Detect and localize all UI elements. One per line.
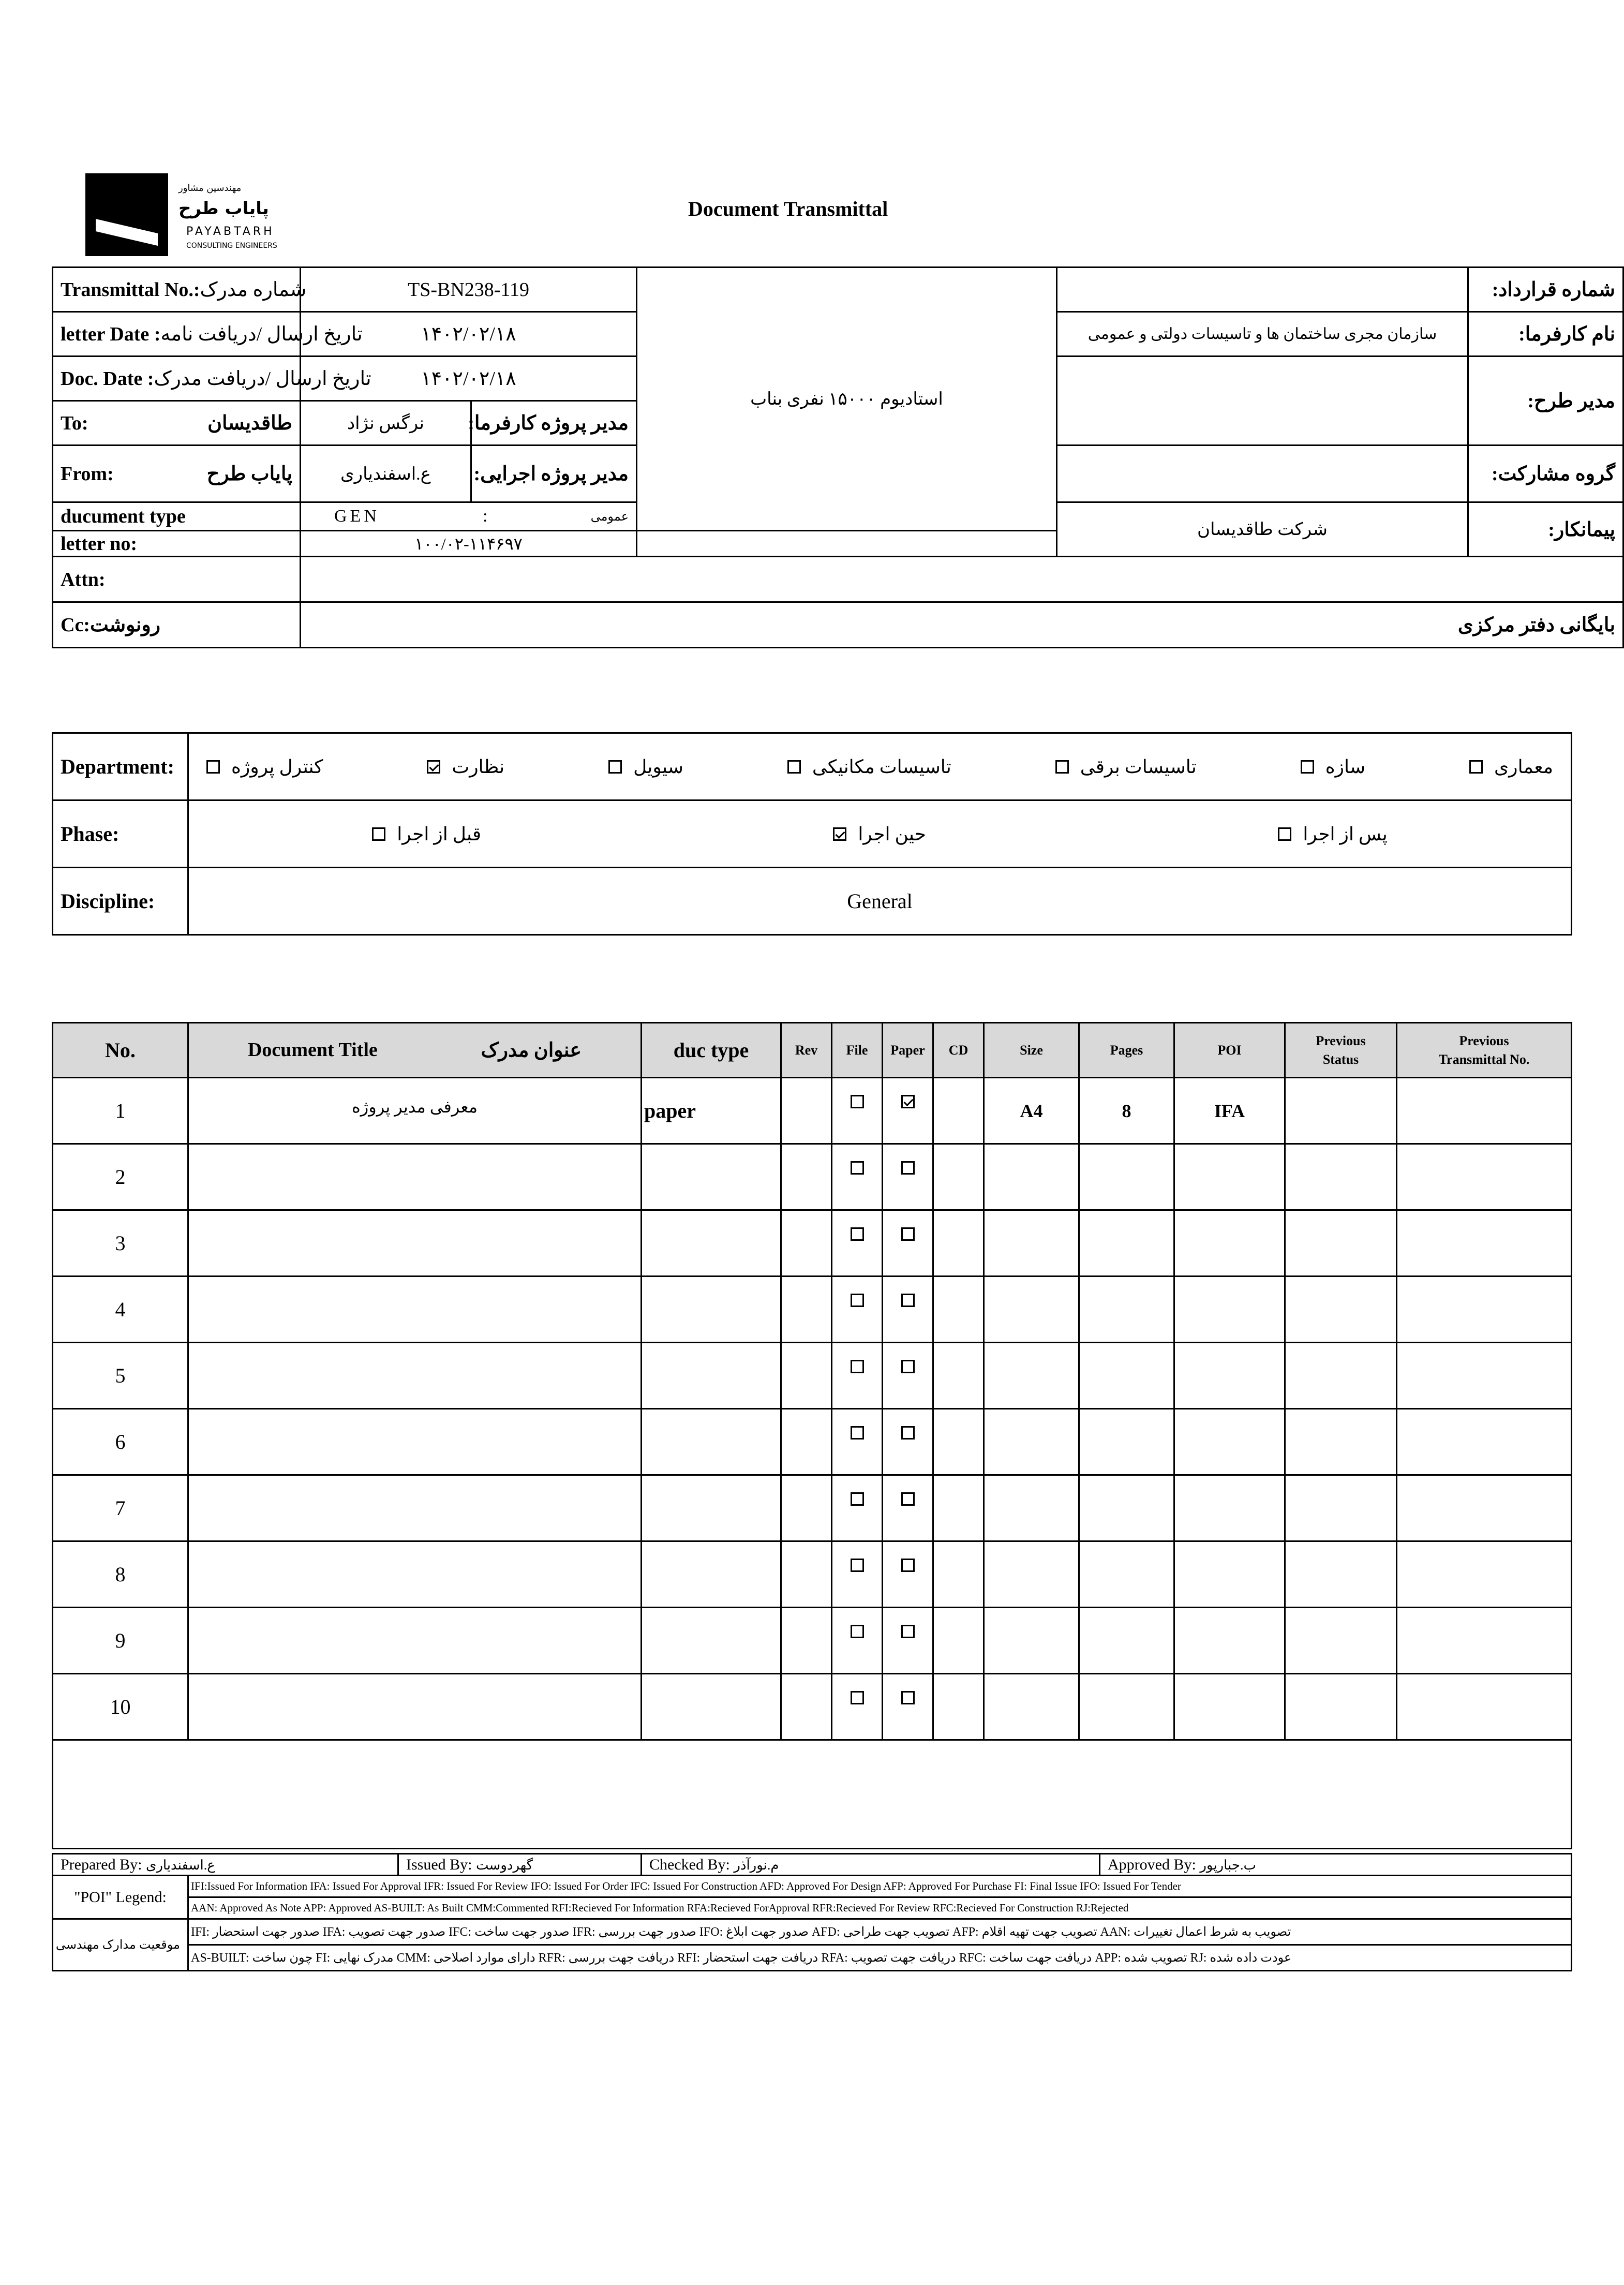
checkbox-icon[interactable] <box>608 760 622 774</box>
logo-en: PAYABTARH <box>186 225 275 238</box>
row-prev-status <box>1285 1674 1397 1740</box>
col-size: Size <box>984 1023 1079 1078</box>
from-role: مدیر پروژه اجرایی: <box>471 446 637 502</box>
row-prev-transmittal <box>1397 1277 1572 1343</box>
row-size <box>984 1475 1079 1541</box>
row-paper <box>883 1674 933 1740</box>
row-prev-status <box>1285 1277 1397 1343</box>
checkbox-icon[interactable] <box>901 1625 915 1638</box>
row-no: 8 <box>53 1541 188 1608</box>
row-prev-status <box>1285 1343 1397 1409</box>
project-filler <box>637 531 1057 557</box>
row-pages <box>1079 1277 1174 1343</box>
row-file <box>832 1078 883 1144</box>
logo-en-sub: CONSULTING ENGINEERS <box>186 242 277 250</box>
department-label: Department: <box>53 733 188 800</box>
contractor-value: شرکت طاقدیسان <box>1057 502 1468 557</box>
row-file <box>832 1210 883 1277</box>
designer-label: مدیر طرح: <box>1468 357 1623 446</box>
row-prev-transmittal <box>1397 1475 1572 1541</box>
checkbox-checked-icon[interactable] <box>901 1095 915 1108</box>
department-option[interactable] <box>608 756 683 778</box>
employer-label: نام کارفرما: <box>1468 312 1623 357</box>
department-option-label: سیویل <box>633 756 683 777</box>
page-title: Document Transmittal <box>688 197 888 220</box>
row-cd <box>933 1541 984 1608</box>
row-pages <box>1079 1674 1174 1740</box>
row-pages <box>1079 1608 1174 1674</box>
table-row <box>53 1674 1572 1740</box>
row-cd <box>933 1409 984 1475</box>
row-paper <box>883 1475 933 1541</box>
checkbox-icon[interactable] <box>372 827 385 841</box>
row-prev-transmittal <box>1397 1144 1572 1210</box>
department-option[interactable] <box>1055 756 1197 778</box>
row-rev <box>781 1541 832 1608</box>
row-poi <box>1174 1674 1285 1740</box>
row-type <box>642 1210 781 1277</box>
row-paper <box>883 1409 933 1475</box>
checkbox-icon[interactable] <box>851 1360 864 1373</box>
row-size <box>984 1674 1079 1740</box>
row-prev-transmittal <box>1397 1674 1572 1740</box>
row-title <box>188 1343 642 1409</box>
department-option-label: تاسیسات مکانیکی <box>812 756 951 777</box>
row-file <box>832 1277 883 1343</box>
row-type <box>642 1409 781 1475</box>
col-prev-transmittal: Previous Transmittal No. <box>1397 1023 1572 1078</box>
row-rev <box>781 1078 832 1144</box>
row-no: 5 <box>53 1343 188 1409</box>
row-poi <box>1174 1475 1285 1541</box>
designer-value <box>1057 357 1468 446</box>
phase-option-label: قبل از اجرا <box>397 823 482 844</box>
table-row <box>53 1343 1572 1409</box>
logo-mark-icon <box>85 173 168 256</box>
checked-by: Checked By: م.نورآذر <box>642 1854 1100 1876</box>
row-rev <box>781 1277 832 1343</box>
contract-no-label: شماره قرارداد: <box>1468 268 1623 312</box>
department-options <box>188 733 1572 800</box>
attn-value <box>301 557 1623 602</box>
row-prev-status <box>1285 1078 1397 1144</box>
row-rev <box>781 1210 832 1277</box>
row-title <box>188 1475 642 1541</box>
row-cd <box>933 1608 984 1674</box>
row-file <box>832 1409 883 1475</box>
phase-option[interactable] <box>372 823 481 845</box>
row-title <box>188 1144 642 1210</box>
contractor-label: پیمانکار: <box>1468 502 1623 557</box>
row-pages <box>1079 1475 1174 1541</box>
checkbox-icon[interactable] <box>901 1559 915 1572</box>
row-paper <box>883 1343 933 1409</box>
row-type <box>642 1343 781 1409</box>
row-poi <box>1174 1277 1285 1343</box>
row-poi <box>1174 1541 1285 1608</box>
to-cell: To: طاقدیسان <box>53 401 301 446</box>
checkbox-icon[interactable] <box>901 1161 915 1175</box>
checkbox-icon[interactable] <box>851 1625 864 1638</box>
engineering-status-label: موقعیت مدارک مهندسی <box>53 1919 188 1971</box>
row-prev-status <box>1285 1144 1397 1210</box>
row-no: 7 <box>53 1475 188 1541</box>
poi-legend-line1: IFI:Issued For Information IFA: Issued For Approval IFR: Issued For Review IFO: Issued For Order IFC: Issued For Construction AFD: Approved For Design AFP: Approved For Purchase FI: Final Issue IFO: Issued For Tender <box>188 1876 1572 1897</box>
row-cd <box>933 1277 984 1343</box>
cc-value: بایگانی دفتر مرکزی <box>301 602 1623 648</box>
row-no: 2 <box>53 1144 188 1210</box>
row-size <box>984 1409 1079 1475</box>
row-rev <box>781 1144 832 1210</box>
row-title <box>188 1409 642 1475</box>
row-pages <box>1079 1210 1174 1277</box>
row-poi <box>1174 1608 1285 1674</box>
checkbox-checked-icon[interactable] <box>427 760 440 774</box>
row-prev-status <box>1285 1475 1397 1541</box>
checkbox-icon[interactable] <box>851 1294 864 1307</box>
row-size <box>984 1608 1079 1674</box>
checkbox-icon[interactable] <box>851 1161 864 1175</box>
col-title: Document Title عنوان مدرک <box>188 1023 642 1078</box>
department-option[interactable] <box>427 756 504 778</box>
transmittal-no-label: Transmittal No.: شماره مدرک <box>53 268 301 312</box>
row-prev-transmittal <box>1397 1409 1572 1475</box>
row-poi <box>1174 1210 1285 1277</box>
row-pages <box>1079 1409 1174 1475</box>
row-type <box>642 1144 781 1210</box>
table-row <box>53 1210 1572 1277</box>
discipline-label: Discipline: <box>53 868 188 935</box>
engineering-status-line2: AS-BUILT: چون ساخت FI: مدرک نهایی CMM: دارای موارد اصلاحی RFR: دریافت جهت بررسی RFI: دریافت جهت استحضار RFA: دریافت جهت تصویب RFC: دریافت جهت ساخت APP: تصویب شده RJ: عودت داده شده <box>188 1945 1572 1971</box>
col-type: duc type <box>642 1023 781 1078</box>
phase-label: Phase: <box>53 800 188 868</box>
row-size <box>984 1277 1079 1343</box>
row-rev <box>781 1409 832 1475</box>
partner-value <box>1057 446 1468 502</box>
row-cd <box>933 1674 984 1740</box>
row-type <box>642 1674 781 1740</box>
department-option-label: سازه <box>1325 756 1366 777</box>
table-row <box>53 1409 1572 1475</box>
doc-type-cell: GEN : عمومی <box>301 502 637 531</box>
issued-by: Issued By: گهردوست <box>398 1854 642 1876</box>
row-no: 9 <box>53 1608 188 1674</box>
from-cell: From: پایاب طرح <box>53 446 301 502</box>
checkbox-icon[interactable] <box>901 1227 915 1241</box>
row-no: 6 <box>53 1409 188 1475</box>
col-rev: Rev <box>781 1023 832 1078</box>
row-file <box>832 1475 883 1541</box>
row-no: 4 <box>53 1277 188 1343</box>
row-title <box>188 1608 642 1674</box>
documents-table <box>52 1022 1572 1849</box>
row-rev <box>781 1674 832 1740</box>
col-paper: Paper <box>883 1023 933 1078</box>
row-type: paper <box>642 1078 781 1144</box>
checkbox-icon[interactable] <box>901 1691 915 1704</box>
signatures-table <box>52 1853 1572 1876</box>
prepared-by: Prepared By: ع.اسفندیاری <box>53 1854 398 1876</box>
row-prev-transmittal <box>1397 1078 1572 1144</box>
checkbox-icon[interactable] <box>851 1492 864 1506</box>
phase-option-label: پس از اجرا <box>1303 823 1388 844</box>
phase-option[interactable] <box>833 823 926 845</box>
row-no: 1 <box>53 1078 188 1144</box>
checkbox-icon[interactable] <box>851 1559 864 1572</box>
row-pages: 8 <box>1079 1078 1174 1144</box>
row-title: معرفی مدیر پروژه <box>188 1078 642 1144</box>
row-prev-status <box>1285 1409 1397 1475</box>
checkbox-icon[interactable] <box>1278 827 1291 841</box>
doc-date-value: ۱۴۰۲/۰۲/۱۸ <box>301 357 637 401</box>
row-no: 3 <box>53 1210 188 1277</box>
checkbox-icon[interactable] <box>901 1360 915 1373</box>
company-logo <box>85 173 292 256</box>
table-row <box>53 1078 1572 1144</box>
logo-fa: پایاب طرح <box>178 198 269 219</box>
row-type <box>642 1541 781 1608</box>
checkbox-icon[interactable] <box>901 1294 915 1307</box>
documents-blank-row <box>53 1740 1572 1849</box>
table-row <box>53 1541 1572 1608</box>
checkbox-icon[interactable] <box>851 1691 864 1704</box>
row-title <box>188 1210 642 1277</box>
department-option-label: کنترل پروژه <box>231 756 323 777</box>
checkbox-icon[interactable] <box>901 1426 915 1440</box>
checkbox-icon[interactable] <box>851 1095 864 1108</box>
row-size <box>984 1541 1079 1608</box>
row-paper <box>883 1277 933 1343</box>
row-rev <box>781 1608 832 1674</box>
attn-label: Attn: <box>53 557 301 602</box>
row-paper <box>883 1144 933 1210</box>
row-prev-status <box>1285 1210 1397 1277</box>
row-prev-status <box>1285 1541 1397 1608</box>
row-prev-transmittal <box>1397 1210 1572 1277</box>
employer-value: سازمان مجری ساختمان ها و تاسیسات دولتی و عمومی <box>1057 312 1468 357</box>
contract-no-value <box>1057 268 1468 312</box>
cc-label: Cc:رونوشت <box>53 602 301 648</box>
to-role: مدیر پروژه کارفرما: <box>471 401 637 446</box>
row-pages <box>1079 1541 1174 1608</box>
col-no: No. <box>53 1023 188 1078</box>
row-file <box>832 1608 883 1674</box>
row-paper <box>883 1608 933 1674</box>
letter-date-value: ۱۴۰۲/۰۲/۱۸ <box>301 312 637 357</box>
checkbox-icon[interactable] <box>851 1426 864 1440</box>
checkbox-icon[interactable] <box>1301 760 1314 774</box>
row-file <box>832 1541 883 1608</box>
col-prev-status: Previous Status <box>1285 1023 1397 1078</box>
approved-by: Approved By: ب.جبارپور <box>1100 1854 1572 1876</box>
letter-date-label: letter Date : تاریخ ارسال /دریافت نامه <box>53 312 301 357</box>
department-option[interactable] <box>1301 756 1365 778</box>
row-size: A4 <box>984 1078 1079 1144</box>
col-pages: Pages <box>1079 1023 1174 1078</box>
transmittal-no-value: TS-BN238-119 <box>301 268 637 312</box>
row-rev <box>781 1343 832 1409</box>
checkbox-icon[interactable] <box>1055 760 1069 774</box>
row-title <box>188 1541 642 1608</box>
col-cd: CD <box>933 1023 984 1078</box>
from-person: ع.اسفندیاری <box>301 446 471 502</box>
row-size <box>984 1210 1079 1277</box>
row-size <box>984 1343 1079 1409</box>
row-cd <box>933 1144 984 1210</box>
row-file <box>832 1674 883 1740</box>
department-option-label: نظارت <box>452 756 505 777</box>
row-rev <box>781 1475 832 1541</box>
checkbox-icon[interactable] <box>851 1227 864 1241</box>
row-paper <box>883 1078 933 1144</box>
discipline-value: General <box>188 868 1572 935</box>
row-prev-transmittal <box>1397 1541 1572 1608</box>
poi-legend-line2: AAN: Approved As Note APP: Approved AS-BUILT: As Built CMM:Commented RFI:Recieved For Information RFA:Recieved ForApproval RFR:Recieved For Review RFC:Recieved For Construction RJ:Rejected <box>188 1897 1572 1919</box>
row-type <box>642 1608 781 1674</box>
partner-label: گروه مشارکت: <box>1468 446 1623 502</box>
department-option[interactable] <box>1469 756 1553 778</box>
row-size <box>984 1144 1079 1210</box>
project-name: استادیوم ۱۵۰۰۰ نفری بناب <box>637 268 1057 531</box>
documents-header-row <box>53 1023 1572 1078</box>
department-option-label: تاسیسات برقی <box>1080 756 1197 777</box>
table-row <box>53 1277 1572 1343</box>
phase-option-label: حین اجرا <box>858 823 927 844</box>
row-paper <box>883 1541 933 1608</box>
letter-no-label: letter no: <box>53 531 301 557</box>
poi-legend-label: "POI" Legend: <box>53 1876 188 1919</box>
row-prev-transmittal <box>1397 1608 1572 1674</box>
logo-fa-small: مهندسین مشاور <box>178 183 242 194</box>
row-file <box>832 1343 883 1409</box>
phase-option[interactable] <box>1278 823 1387 845</box>
row-pages <box>1079 1144 1174 1210</box>
col-file: File <box>832 1023 883 1078</box>
row-pages <box>1079 1343 1174 1409</box>
classification-table <box>52 732 1572 936</box>
row-poi <box>1174 1343 1285 1409</box>
row-no: 10 <box>53 1674 188 1740</box>
checkbox-checked-icon[interactable] <box>833 827 846 841</box>
table-row <box>53 1144 1572 1210</box>
doc-type-label: ducument type <box>53 502 301 531</box>
phase-options <box>188 800 1572 868</box>
info-table <box>52 266 1624 648</box>
engineering-status-line1: IFI: صدور جهت استحضار IFA: صدور جهت تصویب IFC: صدور جهت ساخت IFR: صدور جهت بررسی IFO: صدور جهت ابلاغ AFD: تصویب جهت طراحی AFP: تصویب جهت تهیه اقلام AAN: تصویب به شرط اعمال تغییرات <box>188 1919 1572 1945</box>
checkbox-icon[interactable] <box>901 1492 915 1506</box>
row-cd <box>933 1343 984 1409</box>
row-poi <box>1174 1144 1285 1210</box>
doc-date-label: Doc. Date : تاریخ ارسال /دریافت مدرک <box>53 357 301 401</box>
col-poi: POI <box>1174 1023 1285 1078</box>
row-type <box>642 1475 781 1541</box>
table-row <box>53 1608 1572 1674</box>
row-poi: IFA <box>1174 1078 1285 1144</box>
table-row <box>53 1475 1572 1541</box>
row-file <box>832 1144 883 1210</box>
row-paper <box>883 1210 933 1277</box>
row-prev-status <box>1285 1608 1397 1674</box>
row-cd <box>933 1210 984 1277</box>
row-prev-transmittal <box>1397 1343 1572 1409</box>
department-option[interactable] <box>206 756 323 778</box>
checkbox-icon[interactable] <box>787 760 801 774</box>
row-cd <box>933 1078 984 1144</box>
department-option-label: معماری <box>1494 756 1553 777</box>
row-title <box>188 1674 642 1740</box>
row-type <box>642 1277 781 1343</box>
to-person: نرگس نژاد <box>301 401 471 446</box>
row-poi <box>1174 1409 1285 1475</box>
row-title <box>188 1277 642 1343</box>
department-option[interactable] <box>787 756 951 778</box>
checkbox-icon[interactable] <box>206 760 220 774</box>
row-cd <box>933 1475 984 1541</box>
legend-table <box>52 1875 1572 1971</box>
checkbox-icon[interactable] <box>1469 760 1483 774</box>
letter-no-value: ۱۰۰/۰۲-۱۱۴۶۹۷ <box>301 531 637 557</box>
